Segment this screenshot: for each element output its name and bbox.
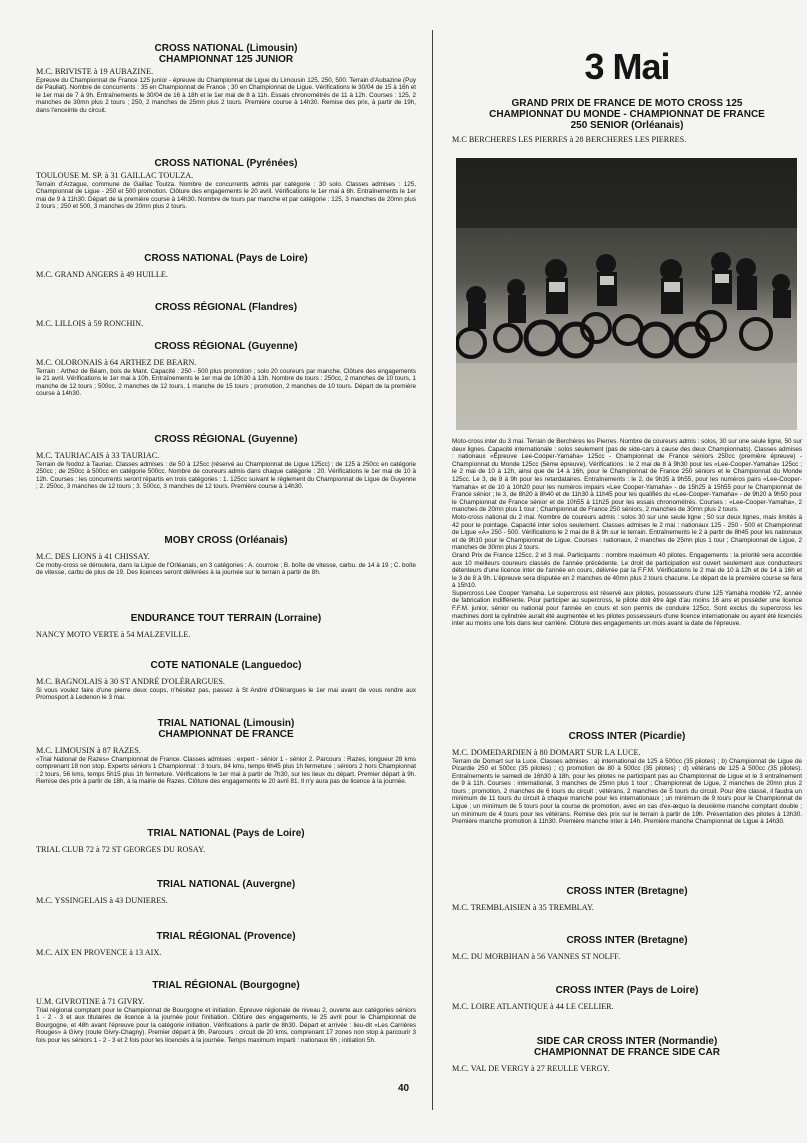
event-title: TRIAL RÉGIONAL (Bourgogne) [152,980,300,991]
page-number: 40 [398,1083,410,1094]
event-title: CROSS INTER (Pays de Loire) [555,985,699,996]
event-block [36,828,416,855]
event-club: U.M. GIVROTINE à 71 GIVRY. [36,997,145,1006]
event-title: CROSS RÉGIONAL (Guyenne) [154,434,298,445]
event-text: Ce moby-cross se déroulera, dans la Ligue de l'Orléanais, en 3 catégories : A. courroie ; B. boîte de vitesse, carbu. de 14 à 19 ; C. boîte de vitesse, carbu de plus de 19. Des licences seront délivrées à la journée sur le terrain à partir de 8h. [36,561,416,577]
event-club: M.C. DOMEDARDIEN à 80 DOMART SUR LA LUCE. [452,748,641,757]
event-text: Terrain de Domart sur la Luce. Classes admises : a) international de 125 à 500cc (35 pilotes) ; b) Championnat de Ligue de Picardie 250 et 500cc (35 pilotes) ; c) promotion de 80 à 500cc (35 pilotes) ; d) vétérans de 125 à 500cc (35 pilotes). Entraînements le samedi de 16h30 à 18h, pour les pilotes ne participant pas au Championnat de Ligue et le 3 entraînement de 9 à 11h. Courses : international, 3 manches de 25mn plus 1 tour ; Championnat de Ligue, 2 manches de 20mn plus 2 tours ; promotion, 2 manches de 6 tours du circuit ; vétérans, 2 manches de 5 tours du circuit. Pour être classé, il faudra un minimum de 11 tours du circuit à chaque manche pour les internationaux ; un minimum de 9 tours pour le Championnat de Ligue ; un minimum de 5 tours pour la course de promotion, avec en cas d'ex-æquo la deuxième manche comptant double ; un minimum de 4 tours pour les vétérans. Remise des prix sur le terrain à partir de 19h. Présentation des pilotes à 13h30. Première manche promotion à 11h30. Première manche inter à 14h. Première manche Championnat de Ligue à 14h30. [452,757,802,826]
event-block [36,718,416,786]
event-block [36,613,416,640]
event-title: ENDURANCE TOUT TERRAIN (Lorraine) [130,613,322,624]
event-club: M.C. LILLOIS à 59 RONCHIN. [36,319,144,328]
event-block [36,660,416,702]
headline-title: GRAND PRIX DE FRANCE DE MOTO CROSS 125 CHAMPIONNAT DU MONDE - CHAMPIONNAT DE FRANCE 250 SENIOR (Orléanais) [489,98,765,131]
event-block [36,535,416,577]
event-title: CROSS NATIONAL (Pyrénées) [154,158,298,169]
event-club: M.C. DU MORBIHAN à 56 VANNES ST NOLFF. [452,952,621,961]
event-block [452,985,802,1012]
event-block [36,879,416,906]
event-title: CROSS INTER (Picardie) [568,731,686,742]
event-club: M.C. BAGNOLAIS à 30 ST ANDRÉ D'OLÉRARGUES. [36,677,225,686]
column-divider [432,30,433,1110]
event-block [36,931,416,958]
event-title: SIDE CAR CROSS INTER (Normandie) CHAMPIONNAT DE FRANCE SIDE CAR [534,1036,720,1058]
event-text: Terrain d'Arzague, commune de Gaillac Toulza. Nombre de concurrents admis par catégorie : 30 solo. Classes admises : 125, Championnat de Ligue - 250 et 500 promotion. Clôture des engagements le 20 avril. Vérifications le 1er mai à 8h. Entraînements le 1er mai de 9 à 11h30. Départ de la première course à 14h30. Nombre de tours par manche et par catégorie : 125, 3 manches de 20mn plus 2 tours ; 250 et 500, 3 manches de 20mn plus 2 tours. [36,180,416,211]
event-club: M.C. AIX EN PROVENCE à 13 AIX. [36,948,162,957]
event-title: TRIAL NATIONAL (Auvergne) [156,879,296,890]
motocross-riders-image [456,158,797,430]
event-title: CROSS NATIONAL (Limousin) CHAMPIONNAT 125 JUNIOR [154,43,298,65]
main-event-body [452,438,802,628]
event-club: M.C. BRIVISTE à 19 AUBAZINE. [36,67,154,76]
event-club: M.C. YSSINGELAIS à 43 DUNIERES. [36,896,168,905]
event-title: TRIAL RÉGIONAL (Provence) [156,931,296,942]
event-block [452,731,802,826]
date-heading: 3 Mai [584,46,670,87]
event-title: TRIAL NATIONAL (Pays de Loire) [147,828,305,839]
main-event-text: Moto-cross inter du 3 mai. Terrain de Berchères les Pierres. Nombre de coureurs admis : solos, 30 sur une seule ligne, 50 sur deux lignes. Capacité internationale : solos seulement (pas de side-cars à cause des deux Championnats). Classes admises : nationaux «Épreuve Lee-Cooper-Yamaha» 125cc - Championnat de France séniors 250cc (première épreuve) - Championnat du Monde 125cc (5ème épreuve). Vérifications : le 2 mai de 8 à 9h30 pour les «Lee-Cooper-Yamaha» 125cc ; le 2 mai de 10 à 12h, ainsi que de 14 à 16h, pour le Championnat de France 250 séniors et le Championnat du Monde 125cc. Le 3, de 8 à 9h pour les retardataires. Entraînements : le 2, de 9h35 à 9h55, pour les numéros pairs «Lee-Cooper-Yamaha» et de 10 à 10h20 pour les numéros impairs «Lee Cooper-Yamaha» - de 15h25 à 15h55 pour le Championnat de France sénior ; le 3, de 8h20 à 8h40 et de 11h30 à 11h45 pour les qualifiés du «Lee-Cooper-Yamaha» - de 9h20 à 9h50 pour le Championnat de France sénior et de 10h55 à 11h25 pour les essais chronométrés. Courses : «Lee-Cooper-Yamaha», 2 manches de 20mn plus 1 tour ; Championnat de France 250 séniors, 2 manches de 30mn plus 2 tours. Moto-cross national du 2 mai. Nombre de coureurs admis : solos 30 sur une seule ligne ; 50 sur deux lignes, mais limités à 42 pour le pointage. Capacité inter solos seulement. Classes admises le 2 mai : nationaux 125 - 250 - 500 et Championnat de Ligue «A» 250 - 500. Vérifications le 2 mai de 8 à 9h sur le terrain. Entraînements le 2 à partir de 8h45 pour les nationaux et de 9h10 pour le Championnat de Ligue. Courses : nationaux, 2 manches de 25mn plus 1 tour ; Championnat de Ligue, 2 manches de 30mn plus 2 tours. Grand Prix de France 125cc. 2 et 3 mai. Participants : nombre maximum 40 pilotes. Engagements : la priorité sera accordée aux 10 meilleurs coureurs classés de l'année précédente. Le droit de participation est ouvert seulement aux conducteurs détenteurs d'une licence inter de l'année en cours, délivrée par la F.F.M. Vérifications le 2 mai de 10 à 12h et de 14 à 16h et le 3 de 8 à 9h. L'épreuve sera disputée en 2 manches de 40mn plus 2 tours chacune. Le départ de la première course se fera à 15h10. Supercross Lee Cooper Yamaha. Le supercross est réservé aux pilotes, possesseurs d'une 125 Yamaha modèle YZ, année de fabrication indifférente. Pour participer au supercross, le pilote doit être âgé d'au moins 16 ans et posséder une licence F.F.M. junior, sénior ou national pour l'année en cours et son permis de conduire 125cc. Sont exclus du supercross les machines dont la cylindrée aurait été augmentée et les pilotes possesseurs d'une licence internationale ou ayant été licenciés inter au moins une fois dans leur carrière. Clôture des engagements un mois avant la date de l'épreuve. [452,438,802,628]
event-club: NANCY MOTO VERTE à 54 MALZEVILLE. [36,630,191,639]
date-heading-block [452,46,802,88]
event-club: M.C. DES LIONS à 41 CHISSAY. [36,552,150,561]
event-block [36,43,416,114]
event-text: Si vous voulez faire d'une pierre deux coups, n'hésitez pas, passez à St André d'Olérargues le 1er mai avant de vous rendre aux Promosport à Ledenon le 3 mai. [36,686,416,702]
event-title: CROSS NATIONAL (Pays de Loire) [144,253,308,264]
event-title: CROSS RÉGIONAL (Guyenne) [154,341,298,352]
event-text: Epreuve du Championnat de France 125 junior - épreuve du Championnat de Ligue du Limousin 125, 250, 500. Terrain d'Aubazine (Puy de Pauliat). Nombre de concurrents : 35 en Championnat de France ; 30 en Championnat de Ligue. Vérifications le 30/04 de 15 à 16h et le 1er mai de 7 à 9h. Entraînements le 30/04 de 16 à 18h et le 1er mai de 8 à 11h. Essais chronométrés de 11 à 12h. Courses : 125, 2 manches de 30mn plus 2 tours ; 250, 2 manches de 25mn plus 2 tours. Première course à 14h30. Remise des prix, à partir de 19h, dans l'enceinte du circuit. [36,76,416,114]
event-block [36,253,416,280]
event-club: M.C. TREMBLAISIEN à 35 TREMBLAY. [452,903,594,912]
headline-club: M.C BERCHERES LES PIERRES à 28 BERCHERES LES PIERRES. [452,135,687,144]
event-title: COTE NATIONALE (Languedoc) [150,660,302,671]
event-block [452,1036,802,1074]
event-club: M.C. TAURIACAIS à 33 TAURIAC. [36,451,160,460]
event-text: Terrain : Arthez de Béarn, bois de Mant. Capacité : 250 - 500 plus promotion ; solo 20 coureurs par manche. Clôture des engagements le 21 avril. Vérifications le 1er mai à 10h. Entraînements le 1er mai de 10h30 à 13h. Nombre de tours : 250cc, 2 manches de 10 tours, 1 manche de 12 tours ; 500cc, 2 manches de 12 tours, 1 manche de 15 tours ; promotion, 2 manches de 10 tours. Départ de la première course à 14h30. [36,367,416,398]
event-club: M.C. LOIRE ATLANTIQUE à 44 LE CELLIER. [452,1002,614,1011]
event-club: M.C. VAL DE VERGY à 27 REULLE VERGY. [452,1064,610,1073]
motocross-photo [456,158,797,430]
event-block [452,886,802,913]
event-club: M.C. LIMOUSIN à 87 RAZES. [36,746,141,755]
event-title: CROSS INTER (Bretagne) [566,935,688,946]
event-block [36,980,416,1044]
event-block [36,158,416,211]
event-title: CROSS INTER (Bretagne) [566,886,688,897]
event-title: CROSS RÉGIONAL (Flandres) [154,302,298,313]
event-text: Terrain de Nodoz à Tauriac. Classes admises : de 50 à 125cc (réservé au Championnat de Ligue 125cc) ; de 125 à 250cc en catégorie 250cc ; de 250cc à 500cc en catégorie 500cc. Nombre de coureurs admis dans chaque catégorie : 20. Vérifications le 1er mai de 10 à 12h. Courses : les concurrents seront répartis en trois catégories : 1. 125cc suivant le règlement du Championnat de Ligue de Guyenne ; 2. 250cc, 3 manches de 12 tours ; 3. 500cc, 3 manches de 12 tours. Première course à 14h30. [36,460,416,491]
event-block [36,302,416,329]
event-block [36,341,416,398]
event-title: MOBY CROSS (Orléanais) [164,535,288,546]
event-club: M.C. GRAND ANGERS à 49 HUILLE. [36,270,168,279]
headline-block [452,98,802,145]
event-block [36,434,416,491]
event-text: Trial régional comptant pour le Championnat de Bourgogne et initiation. Epreuve régionale de niveau 2, ouverte aux catégories séniors 1 - 2 - 3 et aux titulaires de licence à la journée pour l'initiation. Clôture des engagements, le 25 avril pour le Championnat de Bourgogne, et 48h avant l'épreuve pour la catégorie initiation. Vérifications à partir de 8h30. Départ et arrivée : lieu-dit «Les Carrières Rouges» à Givry (route Givry-Chagny). Premier départ à 9h. Parcours : circuit de 20 kms, comprenant 17 zones non stop à parcourir 3 fois pour les séniors 1 - 2 - 3 et 2 fois pour les licenciés à la journée. Temps maximum imparti : nationaux 6h ; initiation 5h. [36,1006,416,1044]
event-text: «Trial National de Razes» Championnat de France. Classes admises : expert - sénior 1 - sénior 2. Parcours : Razes, longueur 28 kms comprenant 18 non stop. Experts séniors 1 Championnat : 3 tours, 84 kms, temps 6h45 plus 1h fermeture ; séniors 2 hors Championnat : 2 tours, 56 kms, temps 5h15 plus 1h fermeture. Vérifications le 1er mai à partir de 7h30, sur les lieux du départ. Premier départ à 9h. Remise des prix à partir de 18h, à la mairie de Razes. Clôture des engagements le 20 avril 81. Il n'y aura pas de licence à la journée. [36,755,416,786]
event-club: M.C. OLORONAIS à 64 ARTHEZ DE BEARN. [36,358,197,367]
event-club: TOULOUSE M. SP. à 31 GAILLAC TOULZA. [36,171,194,180]
event-club: TRIAL CLUB 72 à 72 ST GEORGES DU ROSAY. [36,845,205,854]
event-block [452,935,802,962]
event-title: TRIAL NATIONAL (Limousin) CHAMPIONNAT DE FRANCE [157,718,295,740]
